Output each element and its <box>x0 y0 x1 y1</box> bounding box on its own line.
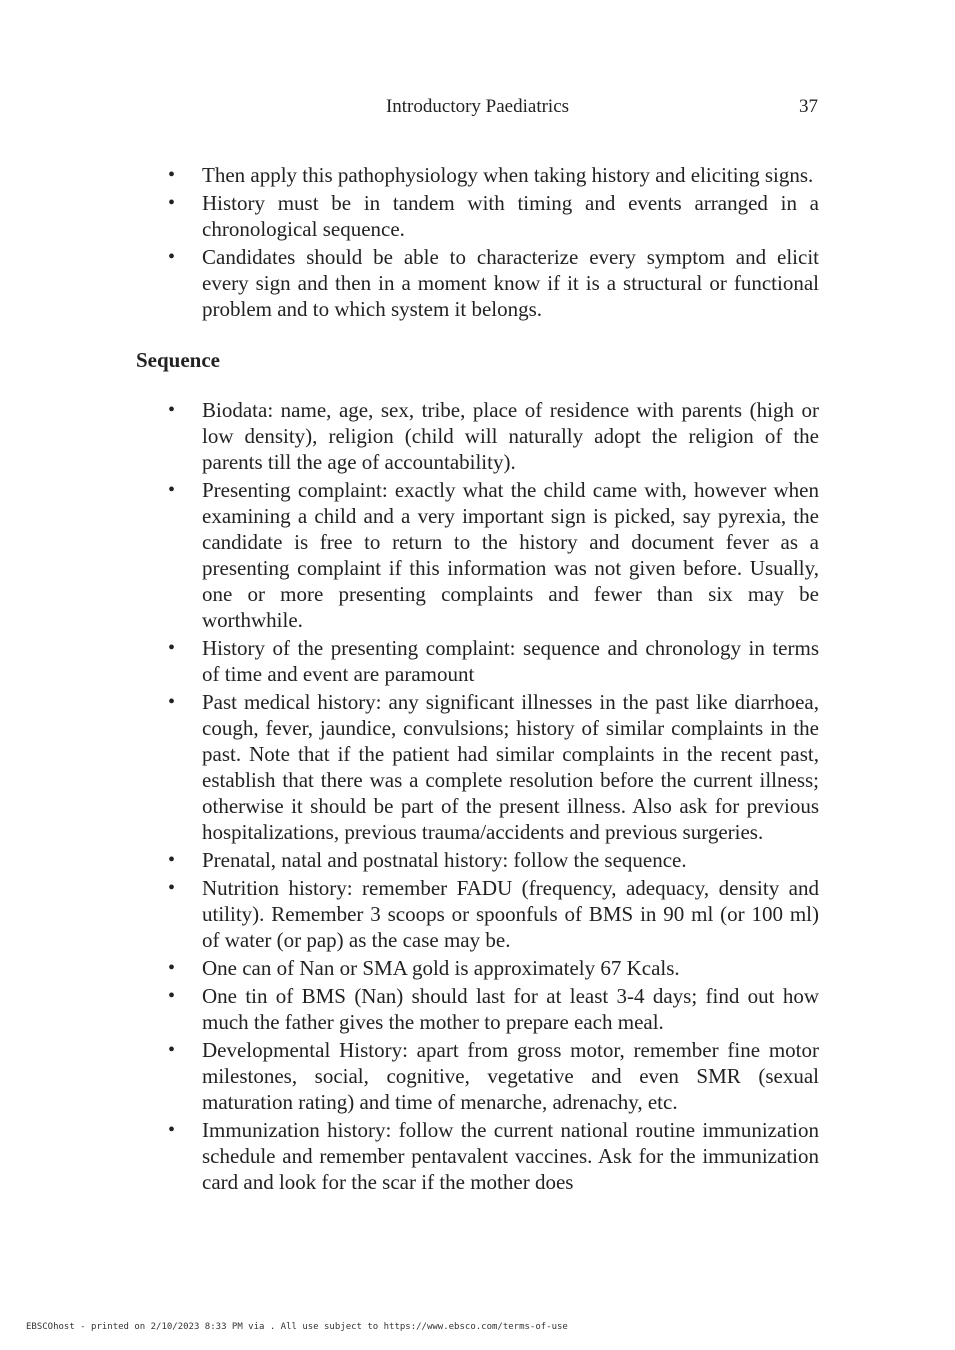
list-item: • Candidates should be able to characterize every symptom and elicit every sign and then in a moment know if it is a structural or functional problem and to which system it belongs. <box>136 244 819 322</box>
list-item: • Immunization history: follow the current national routine immunization schedule and remember pentavalent vaccines. Ask for the immunization card and look for the scar if the mother does <box>136 1117 819 1195</box>
section-heading: Sequence <box>136 348 220 372</box>
list-item: • Developmental History: apart from gross motor, remember fine motor milestones, social, cognitive, vegetative and even SMR (sexual maturation rating) and time of menarche, adrenachy, etc. <box>136 1037 819 1115</box>
running-title: Introductory Paediatrics <box>385 96 570 117</box>
intro-bullet-list <box>136 162 819 322</box>
list-item: • History of the presenting complaint: sequence and chronology in terms of time and event are paramount <box>136 635 819 687</box>
list-item: • Biodata: name, age, sex, tribe, place of residence with parents (high or low density), religion (child will naturally adopt the religion of the parents till the age of accountability). <box>136 397 819 475</box>
list-item: • Presenting complaint: exactly what the child came with, however when examining a child and a very important sign is picked, say pyrexia, the candidate is free to return to the history and document fever as a presenting complaint if this information was not given before. Usually, one or more presenting complaints and fewer than six may be worthwhile. <box>136 477 819 633</box>
page-number: 37 <box>799 96 818 117</box>
list-item: • Past medical history: any significant illnesses in the past like diarrhoea, cough, fever, jaundice, convulsions; history of similar complaints in the past. Note that if the patient had similar complaints in the recent past, establish that there was a complete resolution before the current illness; otherwise it should be part of the present illness. Also ask for previous hospitalizations, previous trauma/accidents and previous surgeries. <box>136 689 819 845</box>
list-item: • Prenatal, natal and postnatal history: follow the sequence. <box>136 847 819 873</box>
list-item: • One tin of BMS (Nan) should last for at least 3-4 days; find out how much the father gives the mother to prepare each meal. <box>136 983 819 1035</box>
list-item: • Nutrition history: remember FADU (frequency, adequacy, density and utility). Remember 3 scoops or spoonfuls of BMS in 90 ml (or 100 ml) of water (or pap) as the case may be. <box>136 875 819 953</box>
sequence-bullet-list <box>136 397 819 1195</box>
page-body <box>136 162 819 1197</box>
list-item: • History must be in tandem with timing and events arranged in a chronological sequence. <box>136 190 819 242</box>
running-header <box>0 96 955 122</box>
list-item: • Then apply this pathophysiology when taking history and eliciting signs. <box>136 162 819 188</box>
ebsco-footer: EBSCOhost - printed on 2/10/2023 8:33 PM via . All use subject to https://www.ebsco.com/terms-of-use <box>26 1322 568 1332</box>
list-item: • One can of Nan or SMA gold is approximately 67 Kcals. <box>136 955 819 981</box>
